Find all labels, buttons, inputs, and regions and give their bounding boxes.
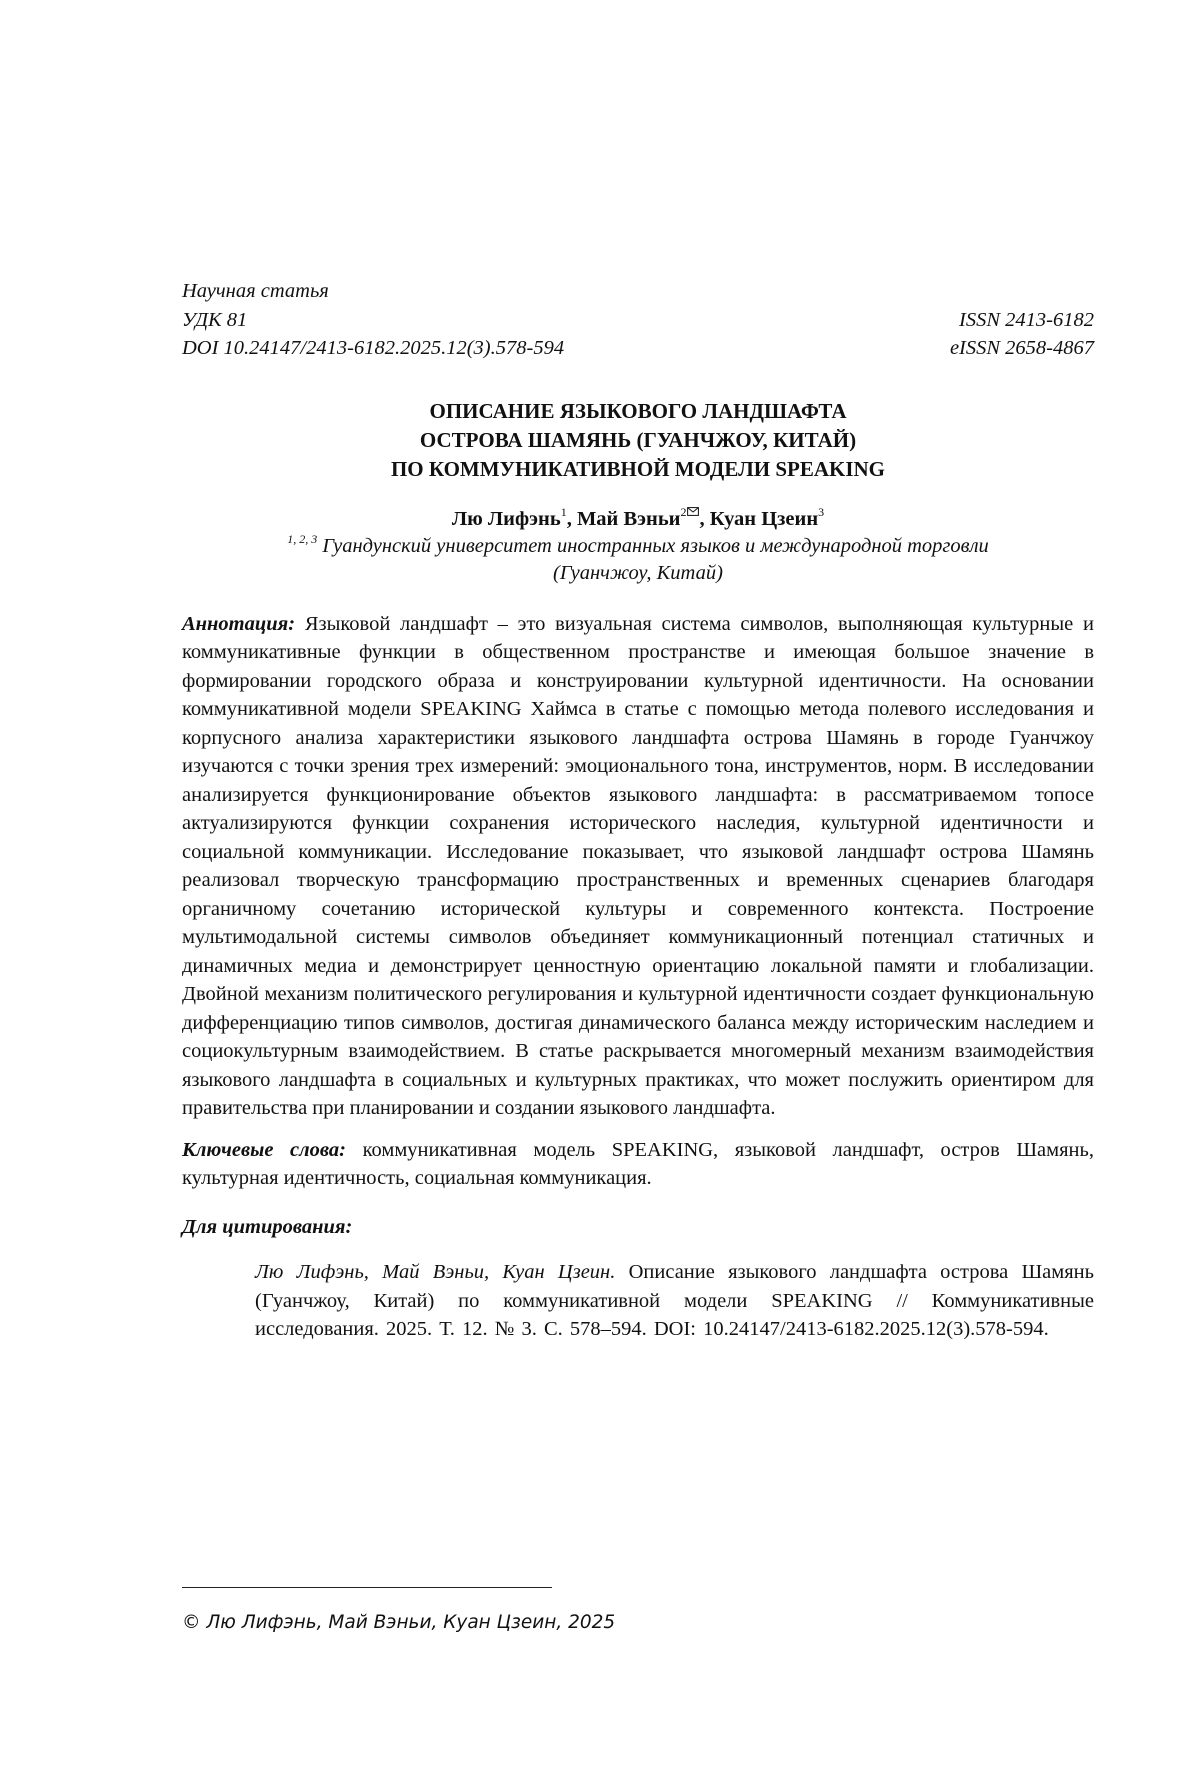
author-1-affil-sup: 1 xyxy=(560,504,567,519)
citation-authors: Лю Лифэнь, Май Вэньи, Куан Цзеин. xyxy=(255,1261,616,1283)
copyright-notice: © Лю Лифэнь, Май Вэньи, Куан Цзеин, 2025 xyxy=(182,1612,616,1633)
envelope-icon[interactable] xyxy=(687,507,699,516)
author-2-affil-sup: 2 xyxy=(680,504,687,519)
abstract-label: Аннотация: xyxy=(182,612,296,635)
doi: DOI 10.24147/2413-6182.2025.12(3).578-594 xyxy=(182,337,565,359)
keywords-label: Ключевые слова: xyxy=(182,1138,346,1161)
doi-eissn-row xyxy=(182,334,1094,363)
author-2: Май Вэньи xyxy=(576,507,681,530)
author-3-affil-sup: 3 xyxy=(818,504,825,519)
affiliation-line-1 xyxy=(182,533,1094,561)
footnote-divider xyxy=(182,1587,552,1588)
article-title xyxy=(182,397,1094,484)
author-3: Куан Цзеин xyxy=(709,507,819,530)
udk-issn-row xyxy=(182,306,1094,335)
issn: ISSN 2413-6182 xyxy=(959,308,1094,331)
author-list: Лю Лифэнь$^1$, Май Вэньи$^2$ , Куан Цзеин$^3$ xyxy=(451,504,825,530)
abstract xyxy=(182,610,1094,1123)
affiliation xyxy=(182,533,1094,588)
eissn: eISSN 2658-4867 xyxy=(949,337,1094,359)
author-1: Лю Лифэнь xyxy=(451,507,561,530)
citation-heading: Для цитирования: xyxy=(182,1215,353,1238)
article-type: Научная статья xyxy=(182,280,329,302)
title-line-1: ОПИСАНИЕ ЯЗЫКОВОГО ЛАНДШАФТА xyxy=(429,398,847,423)
abstract-text: Языковой ландшафт – это визуальная система символов, выполняющая культурные и коммуникативные функции в общественном пространстве и имеющая большое значение в формировании городского образа и конструировании культурной идентичности. На основании коммуникативной модели SPEAKING Хаймса в статье с помощью метода полевого исследования и корпусного анализа характеристики языкового ландшафта острова Шамянь в городе Гуанчжоу изучаются с точки зрения трех измерений: эмоционального тона, инструментов, норм. В исследовании анализируется функционирование объектов языкового ландшафта: в рассматриваемом топосе актуализируются функции сохранения исторического наследия, культурной идентичности и социальной коммуникации. Исследование показывает, что языковой ландшафт острова Шамянь реализовал творческую трансформацию пространственных и временных сценариев благодаря органичному сочетанию исторической культуры и современного контекста. Построение мультимодальной системы символов объединяет коммуникационный потенциал статичных и динамичных медиа и демонстрирует ценностную ориентацию локальной памяти и глобализации. Двойной механизм политического регулирования и культурной идентичности создает функциональную дифференциацию типов символов, достигая динамического баланса между историческим наследием и социокультурным взаимодействием. В статье раскрывается многомерный механизм взаимодействия языкового ландшафта в социальных и культурных практиках, что может послужить ориентиром для правительства при планировании и создании языкового ландшафта. xyxy=(182,612,1094,1119)
title-line-3: ПО КОММУНИКАТИВНОЙ МОДЕЛИ SPEAKING xyxy=(390,456,886,481)
article-content xyxy=(182,277,1094,1344)
citation-body xyxy=(255,1258,1094,1344)
title-line-2: ОСТРОВА ШАМЯНЬ (ГУАНЧЖОУ, КИТАЙ) xyxy=(419,427,857,452)
affiliation-sup: 1, 2, 3 xyxy=(287,531,318,546)
affiliation-line-2: (Гуанчжоу, Китай) xyxy=(553,562,723,584)
affiliation-name: Гуандунский университет иностранных языков и международной торговли xyxy=(322,534,989,557)
keywords xyxy=(182,1136,1094,1193)
keywords-text: коммуникативная модель SPEAKING, языковой ландшафт, остров Шамянь, культурная идентичность, социальная коммуникация. xyxy=(182,1138,1094,1189)
citation-text: Описание языкового ландшафта острова Шамянь (Гуанчжоу, Китай) по коммуникативной модели SPEAKING // Коммуникативные исследования. 2025. Т. 12. № 3. С. 578–594. DOI: 10.24147/2413-6182.2025.12(3).578-594. xyxy=(255,1261,1094,1340)
udk: УДК 81 xyxy=(182,308,248,331)
article-type-row xyxy=(182,277,1094,306)
